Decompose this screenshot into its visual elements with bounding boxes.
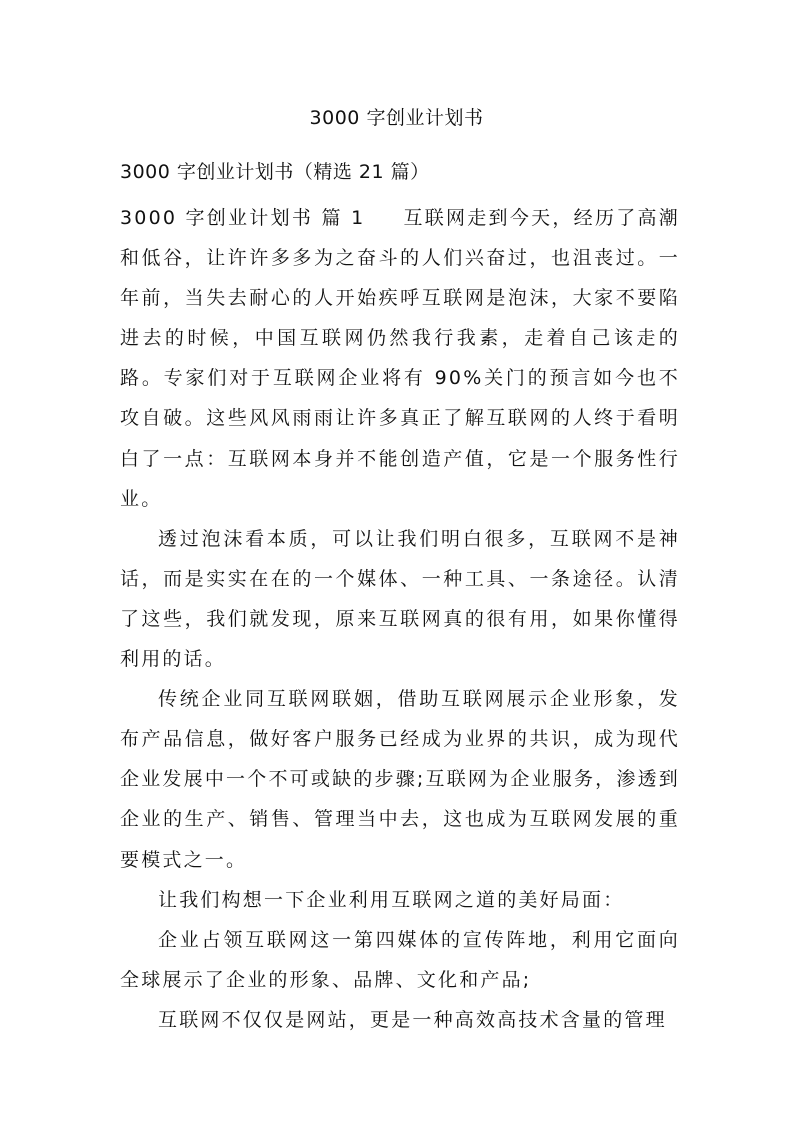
paragraph-3: 传统企业同互联网联姻，借助互联网展示企业形象，发布产品信息，做好客户服务已经成为业界的共识，成为现代企业发展中一个不可或缺的步骤;互联网为企业服务，渗透到企业的生产、销售、管理当中去，这也成为互联网发展的重要模式之一。 (120, 688, 680, 871)
paragraph-5: 企业占领互联网这一第四媒体的宣传阵地，利用它面向全球展示了企业的形象、品牌、文化和产品; (120, 928, 680, 991)
paragraph-6: 互联网不仅仅是网站，更是一种高效高技术含量的管理 (158, 1008, 667, 1031)
document-title: 3000 字创业计划书 (309, 107, 484, 129)
paragraph-4: 让我们构想一下企业利用互联网之道的美好局面： (158, 888, 625, 911)
paragraph-2: 透过泡沫看本质，可以让我们明白很多，互联网不是神话，而是实实在在的一个媒体、一种工具、一条途径。认清了这些，我们就发现，原来互联网真的很有用，如果你懂得利用的话。 (120, 527, 680, 671)
section-label: 3000 字创业计划书 篇 1 (120, 207, 366, 229)
document-subtitle: 3000 字创业计划书（精选 21 篇） (120, 161, 430, 183)
document-body (120, 198, 680, 1040)
paragraph-1 (120, 198, 680, 519)
paragraph-1-text: 互联网走到今天，经历了高潮和低谷，让许许多多为之奋斗的人们兴奋过，也沮丧过。一年前，当失去耐心的人开始疾呼互联网是泡沫，大家不要陷进去的时候，中国互联网仍然我行我素，走着自己该走的路。专家们对于互联网企业将有 90%关门的预言如今也不攻自破。这些风风雨雨让许多真正了解互联网的人终于看明白了一点：互联网本身并不能创造产值，它是一个服务性行业。 (120, 207, 680, 510)
